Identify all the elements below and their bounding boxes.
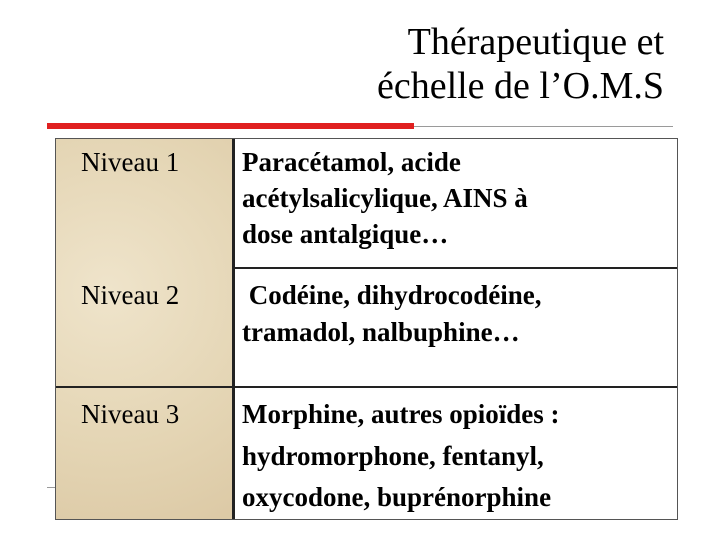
level-label-3: Niveau 3 — [81, 399, 180, 429]
level-2-drugs-line-2: tramadol, nalbuphine… — [242, 317, 520, 347]
level-1-drugs-line-2: acétylsalicylique, AINS à — [242, 183, 528, 213]
level-3-drugs-line-2: hydromorphone, fentanyl, — [242, 441, 544, 471]
grey-rule-line — [414, 126, 673, 127]
level-2-drugs-line-1: Codéine, dihydrocodéine, — [242, 280, 542, 310]
oms-scale-table — [55, 138, 678, 520]
red-accent-bar — [47, 123, 414, 129]
level-1-drugs-line-3: dose antalgique… — [242, 219, 449, 249]
level-label-1: Niveau 1 — [81, 147, 180, 177]
title-underline — [47, 123, 673, 129]
slide-title — [377, 20, 664, 108]
level-label-2: Niveau 2 — [81, 280, 180, 310]
level-3-drugs-line-1: Morphine, autres opioïdes : — [242, 399, 560, 429]
level-3-drugs-line-3: oxycodone, buprénorphine — [242, 482, 552, 512]
title-line-2: échelle de l’O.M.S — [376, 65, 664, 107]
title-line-1: Thérapeutique et — [407, 21, 664, 63]
level-1-drugs-line-1: Paracétamol, acide — [242, 147, 461, 177]
